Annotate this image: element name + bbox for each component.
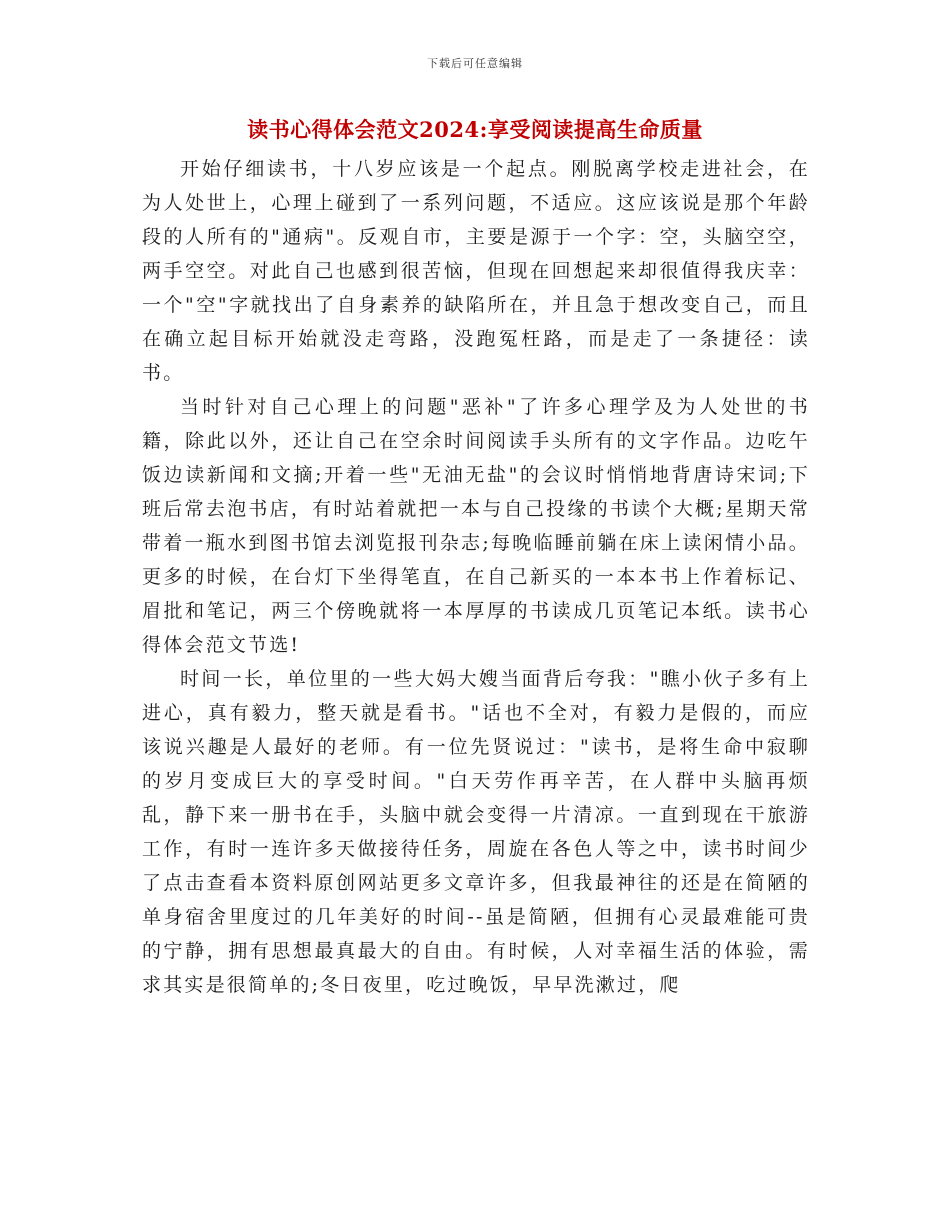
paragraph-3: 时间一长，单位里的一些大妈大嫂当面背后夸我："瞧小伙子多有上进心，真有毅力，整天就是看书。"话也不全对，有毅力是假的，而应该说兴趣是人最好的老师。有一位先贤说过："读书，是将生命中寂聊的岁月变成巨大的享受时间。"白天劳作再辛苦，在人群中头脑再烦乱，静下来一册书在手，头脑中就会变得一片清凉。一直到现在干旅游工作，有时一连许多天做接待任务，周旋在各色人等之中，读书时间少了点击查看本资料原创网站更多文章许多，但我最神往的还是在简陋的单身宿舍里度过的几年美好的时间--虽是简陋，但拥有心灵最难能可贵的宁静，拥有思想最真最大的自由。有时候，人对幸福生活的体验，需求其实是很简单的;冬日夜里，吃过晚饭，早早洗漱过，爬 bbox=[142, 668, 810, 996]
paragraph-1: 开始仔细读书，十八岁应该是一个起点。刚脱离学校走进社会，在为人处世上，心理上碰到了一系列问题，不适应。这应该说是那个年龄段的人所有的"通病"。反观自市，主要是源于一个字：空，头脑空空，两手空空。对此自己也感到很苦恼，但现在回想起来却很值得我庆幸：一个"空"字就找出了自身素养的缺陷所在，并且急于想改变自己，而且在确立起目标开始就没走弯路，没跑冤枉路，而是走了一条捷径：读书。 bbox=[142, 158, 810, 384]
paragraph-2: 当时针对自己心理上的问题"恶补"了许多心理学及为人处世的书籍，除此以外，还让自己在空余时间阅读手头所有的文字作品。边吃午饭边读新闻和文摘;开着一些"无油无盐"的会议时悄悄地背唐诗宋词;下班后常去泡书店，有时站着就把一本与自己投缘的书读个大概;星期天常带着一瓶水到图书馆去浏览报刊杂志;每晚临睡前躺在床上读闲情小品。更多的时候，在台灯下坐得笔直，在自己新买的一本本书上作着标记、眉批和笔记，两三个傍晚就将一本厚厚的书读成几页笔记本纸。读书心得体会范文节选! bbox=[142, 396, 810, 656]
page-header-note: 下载后可任意编辑 bbox=[427, 57, 523, 70]
document-title: 读书心得体会范文2024:享受阅读提高生命质量 bbox=[247, 117, 703, 142]
document-body bbox=[142, 152, 810, 1002]
